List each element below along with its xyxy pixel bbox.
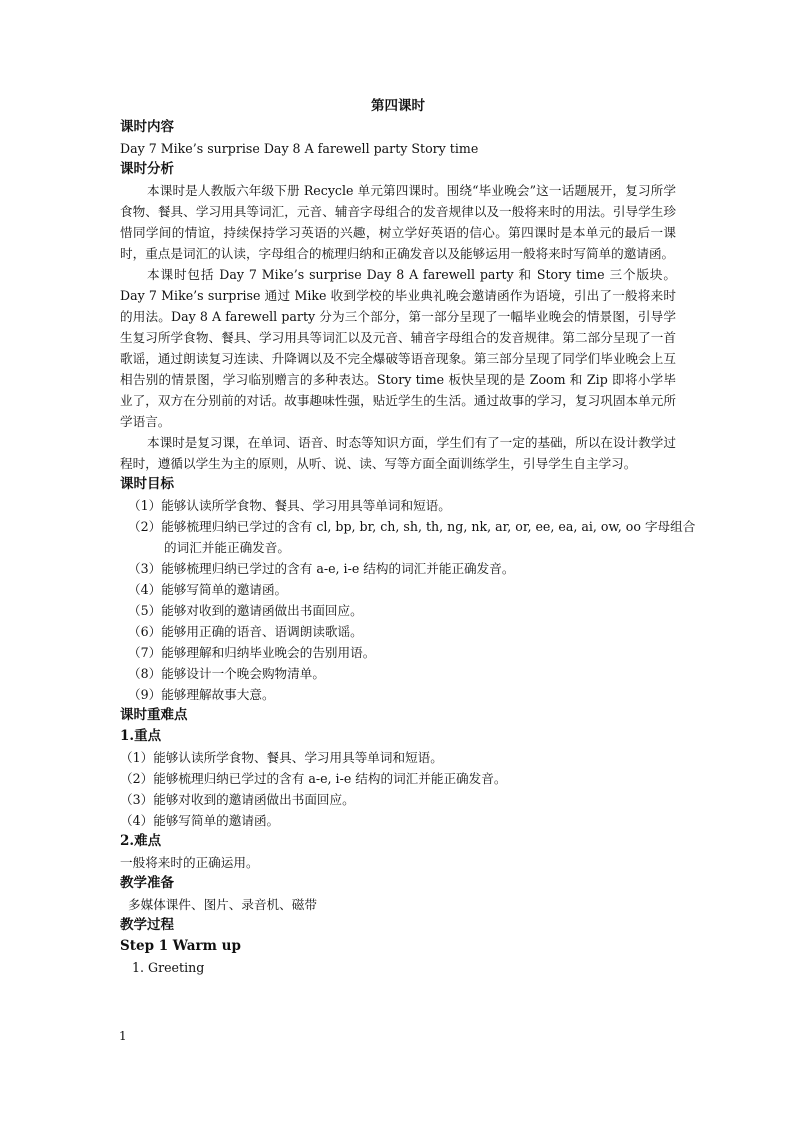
goal-item: （4）能够写简单的邀请函。 [128,582,288,597]
goal-item: （5）能够对收到的邀请函做出书面回应。 [128,603,363,618]
document-body [120,96,696,978]
goal-item: （7）能够理解和归纳毕业晚会的告别用语。 [128,645,376,660]
analysis-paragraph-3: 本课时是复习课，在单词、语音、时态等知识方面，学生们有了一定的基础，所以在设计教学过程时，遵循以学生为主的原则，从听、说、读、写等方面全面训练学生，引导学生自主学习。 [120,435,676,471]
goal-item: （9）能够理解故事大意。 [128,687,275,702]
preparation-list: 多媒体课件、图片、录音机、磁带 [128,897,317,912]
analysis-paragraphs [120,180,676,474]
key-point-item: （3）能够对收到的邀请函做出书面回应。 [120,792,355,807]
key-point-item: （4）能够写简单的邀请函。 [120,813,280,828]
difficulty-subheading: 2.难点 [120,833,162,849]
key-point-item: （1）能够认读所学食物、餐具、学习用具等单词和短语。 [120,750,443,765]
section-heading-goals: 课时目标 [120,476,174,492]
section-heading-analysis: 课时分析 [120,161,174,177]
goal-item: （1）能够认读所学食物、餐具、学习用具等单词和短语。 [128,498,451,513]
goal-item-line: （2）能够梳理归纳已学过的含有 cl, bp, br, ch, sh, th, ng, nk, ar, or, ee, ea, ai, ow, oo 字母组合 [128,519,696,534]
key-points-subheading: 1.重点 [120,728,162,744]
goal-item: （8）能够设计一个晚会购物清单。 [128,666,325,681]
key-point-item: （2）能够梳理归纳已学过的含有 a-e, i-e 结构的词汇并能正确发音。 [120,771,507,786]
goal-item-line-continued: 的词汇并能正确发音。 [164,540,290,555]
analysis-paragraph-2: 本课时包括 Day 7 Mike’s surprise Day 8 A farewell party 和 Story time 三个版块。Day 7 Mike’s surprise 通过 Mike 收到学校的毕业典礼晚会邀请函作为语境，引出了一般将来时的用法。Day 8 A farewell party 分为三个部分，第一部分呈现了一幅毕业晚会的情景图，引导学生复习所学食物、餐具、学习用具等词汇以及元音、辅音字母组合的发音规律。第二部分呈现了一首歌谣，通过朗读复习连读、升降调以及不完全爆破等语音现象。第三部分呈现了同学们毕业晚会上互相告别的情景图，学习临别赠言的多种表达。Story time 板快呈现的是 Zoom 和 Zip 即将小学毕业了，双方在分别前的对话。故事趣味性强，贴近学生的生活。通过故事的学习，复习巩固本单元所学语言。 [120,267,676,429]
analysis-paragraph-1: 本课时是人教版六年级下册 Recycle 单元第四课时。围绕“毕业晚会”这一话题展开，复习所学食物、餐具、学习用具等词汇，元音、辅音字母组合的发音规律以及一般将来时的用法。引导学生珍惜同学间的情谊，持续保持学习英语的兴趣，树立学好英语的信心。第四课时是本单元的最后一课时，重点是词汇的认读，字母组合的梳理归纳和正确发音以及能够运用一般将来时写简单的邀请函。 [120,183,676,261]
step-heading: Step 1 Warm up [120,938,241,954]
step-item: 1. Greeting [132,960,205,975]
lesson-content-text: Day 7 Mike’s surprise Day 8 A farewell party Story time [120,141,479,156]
goal-item: （6）能够用正确的语音、语调朗读歌谣。 [128,624,363,639]
section-heading-preparation: 教学准备 [120,875,174,891]
difficulty-text: 一般将来时的正确运用。 [120,855,259,870]
page-number: 1 [119,1029,127,1043]
section-heading-content: 课时内容 [120,119,174,135]
goal-item [120,516,696,558]
page-title: 第四课时 [371,98,425,114]
preparation-text [120,894,676,915]
section-heading-key-points: 课时重难点 [120,707,188,723]
goal-item: （3）能够梳理归纳已学过的含有 a-e, i-e 结构的词汇并能正确发音。 [128,561,515,576]
section-heading-process: 教学过程 [120,917,174,933]
